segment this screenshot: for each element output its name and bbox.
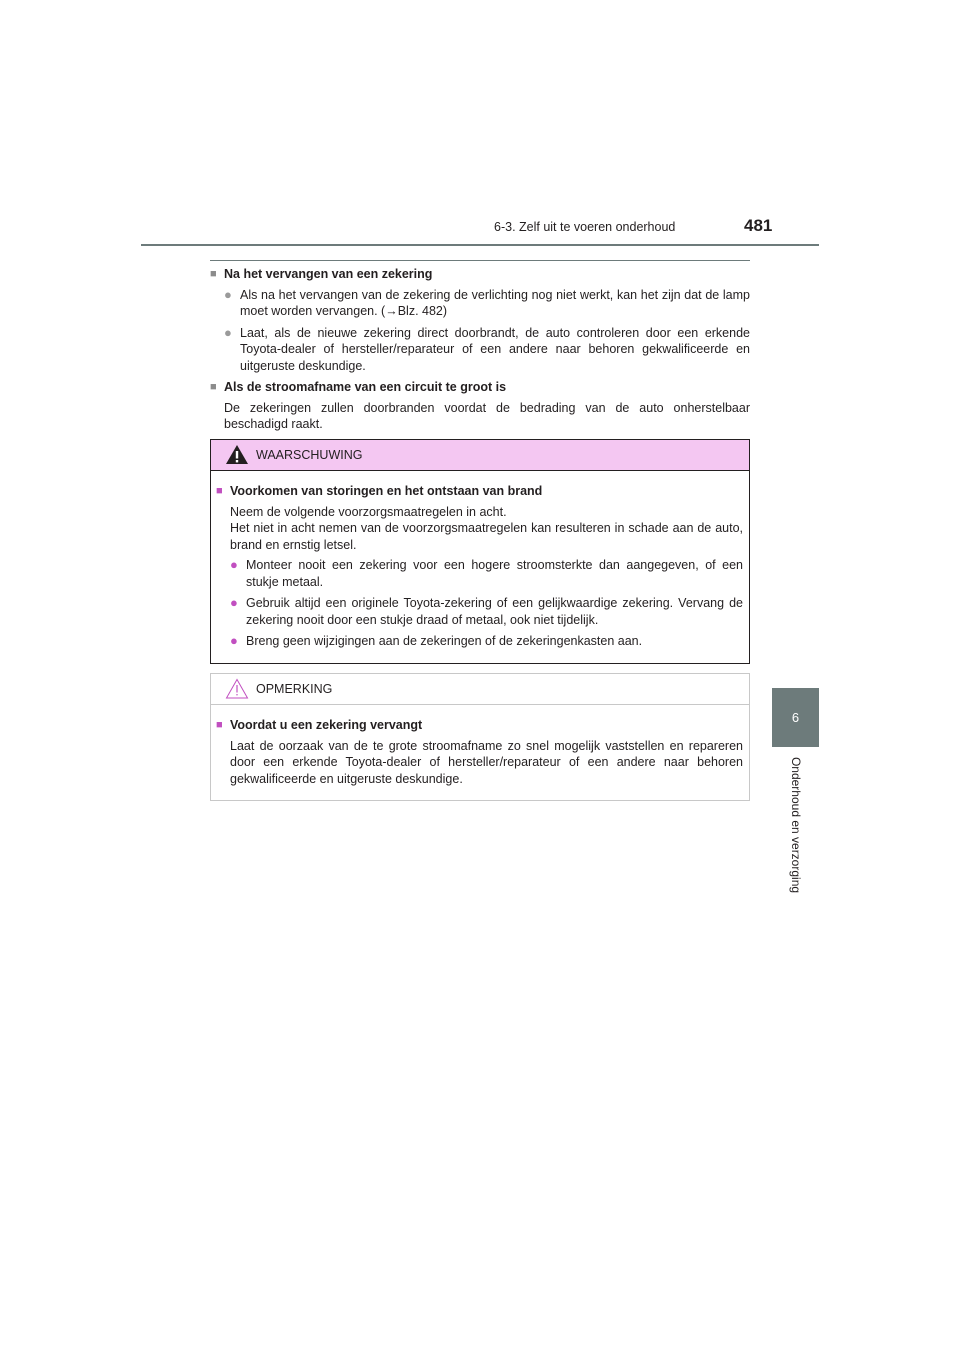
- section-heading: [210, 266, 750, 283]
- warning-title: WAARSCHUWING: [256, 448, 363, 462]
- paragraph: De zekeringen zullen doorbranden voordat de bedrading van de auto onherstelbaar beschadigd raakt.: [224, 400, 750, 431]
- section-heading-text: Na het vervangen van een zekering: [224, 267, 433, 281]
- chapter-number: 6: [791, 710, 800, 725]
- note-heading: [216, 717, 743, 734]
- list-item: [230, 633, 743, 650]
- list-item-text: Breng geen wijzigingen aan de zekeringen of de zekeringenkasten aan.: [246, 634, 643, 648]
- list-item: [224, 287, 750, 320]
- note-body: [211, 705, 749, 787]
- note-title: OPMERKING: [256, 682, 333, 696]
- list-item-text: Gebruik altijd een originele Toyota-zekering of een gelijkwaardige zekering. Vervang de zekering nooit door een stukje draad of metaal, ook niet tijdelijk.: [246, 596, 743, 627]
- note-header: [211, 674, 749, 705]
- note-heading-text: Voordat u een zekering vervangt: [230, 718, 423, 732]
- warning-intro: Neem de volgende voorzorgsmaatregelen in acht.: [230, 504, 507, 519]
- main-content: [210, 266, 750, 433]
- section-heading-text: Als de stroomafname van een circuit te groot is: [224, 380, 507, 394]
- warning-intro: Het niet in acht nemen van de voorzorgsmaatregelen kan resulteren in schade aan de auto, brand en ernstig letsel.: [230, 521, 743, 552]
- list-item: [230, 557, 743, 590]
- warning-box: [210, 439, 750, 664]
- warning-heading: [216, 483, 743, 500]
- header-section-title: 6-3. Zelf uit te voeren onderhoud: [494, 220, 676, 234]
- section-heading: [210, 379, 750, 396]
- content-divider: [210, 260, 750, 261]
- list-item-text: Laat, als de nieuwe zekering direct doorbrandt, de auto controleren door een erkende Toyota-dealer of hersteller/reparateur of een andere naar behoren gekwalificeerde en uitgeruste deskundige.: [240, 325, 750, 373]
- square-bullet-icon: ■: [216, 719, 223, 731]
- circle-bullet-icon: ●: [224, 286, 232, 302]
- chapter-label: Onderhoud en verzorging: [789, 756, 803, 894]
- square-bullet-icon: ■: [210, 381, 217, 393]
- note-box: [210, 673, 750, 801]
- circle-bullet-icon: ●: [230, 633, 238, 648]
- list-item: [224, 325, 750, 375]
- warning-heading-text: Voorkomen van storingen en het ontstaan van brand: [230, 484, 543, 498]
- note-text: Laat de oorzaak van de te grote stroomafname zo snel mogelijk vaststellen en repareren door een erkende Toyota-dealer of hersteller/reparateur of een andere naar behoren gekwalificeerde en uitgeruste deskundige.: [230, 738, 743, 786]
- header-divider: [141, 244, 819, 246]
- caution-triangle-icon: [225, 678, 249, 699]
- warning-triangle-icon: [225, 444, 249, 465]
- circle-bullet-icon: ●: [230, 595, 238, 610]
- circle-bullet-icon: ●: [224, 324, 232, 340]
- page-number: 481: [744, 216, 773, 235]
- circle-bullet-icon: ●: [230, 557, 238, 572]
- list-item: [230, 595, 743, 628]
- chapter-tab: [772, 688, 819, 747]
- list-item-text: Als na het vervangen van de zekering de verlichting nog niet werkt, kan het zijn dat de lamp moet worden vervangen. (→Blz. 482): [240, 287, 750, 318]
- square-bullet-icon: ■: [210, 268, 217, 280]
- square-bullet-icon: ■: [216, 485, 223, 497]
- list-item-text: Monteer nooit een zekering voor een hogere stroomsterkte dan aangegeven, of een stukje metaal.: [246, 558, 743, 589]
- warning-header: [211, 440, 749, 471]
- warning-body: [211, 471, 749, 650]
